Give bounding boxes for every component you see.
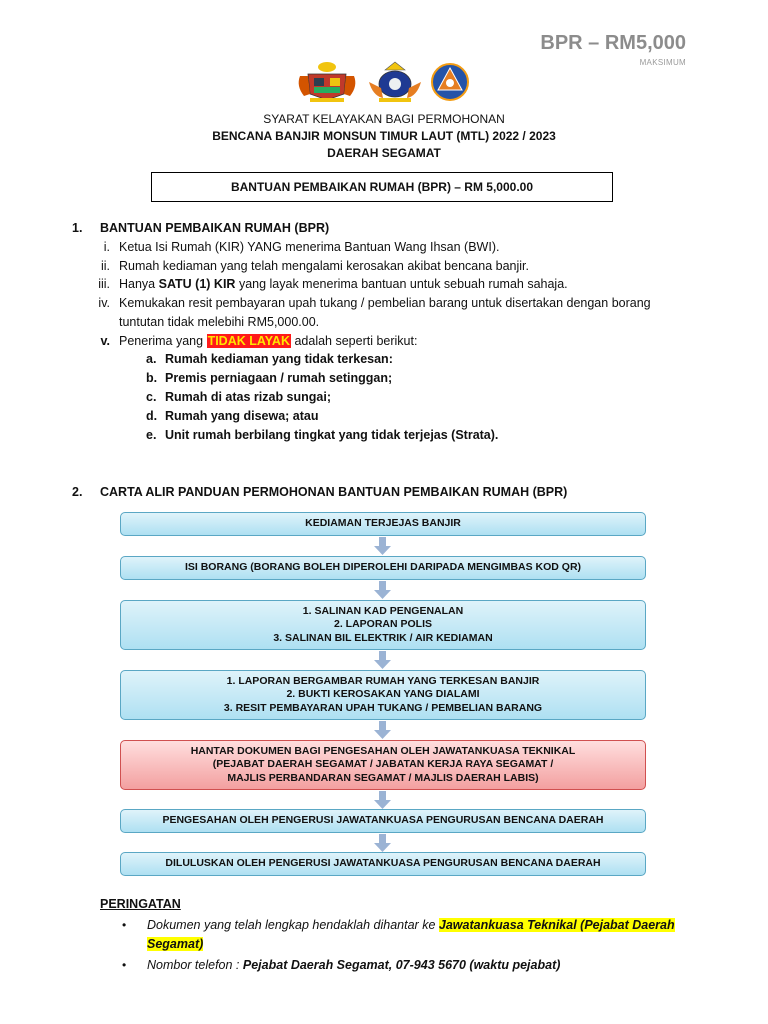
- johor-crest-logo: [367, 60, 423, 109]
- reminder-note-2-contact: Pejabat Daerah Segamat, 07-943 5670 (waktu pejabat): [242, 958, 561, 972]
- section-2-title: CARTA ALIR PANDUAN PERMOHONAN BANTUAN PEMBAIKAN RUMAH (BPR): [100, 485, 568, 499]
- flow-step-line: 2. BUKTI KEROSAKAN YANG DIALAMI: [286, 688, 480, 701]
- item-text-bold: SATU (1) KIR: [158, 277, 236, 291]
- flow-step-3: [120, 600, 646, 650]
- flow-step-line: PENGESAHAN OLEH PENGERUSI JAWATANKUASA PENGURUSAN BENCANA DAERAH: [162, 814, 604, 827]
- malaysia-coat-of-arms-logo: [296, 60, 358, 109]
- flow-step-line: ISI BORANG (BORANG BOLEH DIPEROLEHI DARIPADA MENGIMBAS KOD QR): [184, 561, 582, 574]
- max-amount-badge: BPR – RM5,000: [540, 32, 686, 54]
- item-text: Kemukakan resit pembayaran upah tukang / pembelian barang untuk disertakan dengan borang: [119, 296, 651, 310]
- item-number: iii.: [98, 277, 110, 291]
- subitem-text: Rumah di atas rizab sungai;: [165, 390, 332, 404]
- flow-step-7: [120, 852, 646, 876]
- apm-civil-defence-logo: [430, 60, 470, 109]
- item-number: iv.: [98, 296, 110, 310]
- not-eligible-highlight: TIDAK LAYAK: [207, 334, 290, 348]
- subitem-letter: c.: [146, 390, 157, 404]
- flow-step-line: 1. SALINAN KAD PENGENALAN: [302, 604, 464, 617]
- item-text-pre: Hanya: [119, 277, 159, 291]
- item-text-pre: Penerima yang: [119, 334, 207, 348]
- subitem-text: Rumah kediaman yang tidak terkesan:: [165, 352, 393, 366]
- item-number: i.: [103, 240, 110, 254]
- reminder-note-2: [147, 956, 707, 975]
- down-arrow-icon: [374, 581, 391, 599]
- subitem-text: Unit rumah berbilang tingkat yang tidak terjejas (Strata).: [165, 428, 499, 442]
- bullet: •: [122, 918, 127, 932]
- flow-step-line: DILULUSKAN OLEH PENGERUSI JAWATANKUASA PENGURUSAN BENCANA DAERAH: [165, 857, 601, 870]
- bullet: •: [122, 958, 127, 972]
- down-arrow-icon: [374, 537, 391, 555]
- title-line-2: BENCANA BANJIR MONSUN TIMUR LAUT (MTL) 2022 / 2023: [212, 129, 556, 143]
- item-number: v.: [100, 334, 110, 348]
- item-number: ii.: [100, 259, 110, 273]
- item-text: Rumah kediaman yang telah mengalami kerosakan akibat bencana banjir.: [119, 259, 529, 273]
- section-2-number: 2.: [72, 485, 83, 499]
- boxed-subtitle: [151, 172, 613, 202]
- boxed-subtitle-text: BANTUAN PEMBAIKAN RUMAH (BPR) – RM 5,000.00: [230, 180, 534, 194]
- flow-step-line: HANTAR DOKUMEN BAGI PENGESAHAN OLEH JAWATANKUASA TEKNIKAL: [190, 744, 576, 757]
- max-amount-caption: MAKSIMUM: [639, 58, 686, 67]
- item-text: [119, 334, 417, 348]
- flow-step-4: [120, 670, 646, 720]
- reminder-note-1: [147, 916, 707, 954]
- reminder-note-2-text: Nombor telefon :: [147, 958, 243, 972]
- section-1-number: 1.: [72, 221, 83, 235]
- item-text-post: adalah seperti berikut:: [290, 334, 418, 348]
- reminder-title: PERINGATAN: [100, 897, 181, 911]
- down-arrow-icon: [374, 721, 391, 739]
- item-text: [119, 277, 568, 291]
- subitem-text: Premis perniagaan / rumah setinggan;: [165, 371, 393, 385]
- flow-step-line: 3. RESIT PEMBAYARAN UPAH TUKANG / PEMBELIAN BARANG: [223, 701, 543, 714]
- subitem-letter: e.: [146, 428, 157, 442]
- flow-step-line: 1. LAPORAN BERGAMBAR RUMAH YANG TERKESAN BANJIR: [226, 674, 540, 687]
- item-text-post: yang layak menerima bantuan untuk sebuah rumah sahaja.: [235, 277, 568, 291]
- reminder-note-1-text: Dokumen yang telah lengkap hendaklah dihantar ke: [147, 918, 439, 932]
- flow-step-line: (PEJABAT DAERAH SEGAMAT / JABATAN KERJA RAYA SEGAMAT /: [212, 758, 554, 771]
- flow-step-5: [120, 740, 646, 790]
- subitem-text: Rumah yang disewa; atau: [165, 409, 319, 423]
- title-line-1: SYARAT KELAYAKAN BAGI PERMOHONAN: [263, 112, 505, 126]
- down-arrow-icon: [374, 791, 391, 809]
- flow-step-6: [120, 809, 646, 833]
- flow-step-1: [120, 512, 646, 536]
- item-text: Ketua Isi Rumah (KIR) YANG menerima Bantuan Wang Ihsan (BWI).: [119, 240, 500, 254]
- flow-step-2: [120, 556, 646, 580]
- down-arrow-icon: [374, 651, 391, 669]
- item-text-continued: tuntutan tidak melebihi RM5,000.00.: [119, 315, 320, 329]
- reminder-note-1-highlight: Jawatankuasa Teknikal (Pejabat Daerah Segamat): [147, 918, 675, 951]
- flow-step-line: MAJLIS PERBANDARAN SEGAMAT / MAJLIS DAERAH LABIS): [227, 771, 539, 784]
- flow-step-line: KEDIAMAN TERJEJAS BANJIR: [305, 517, 461, 530]
- subitem-letter: b.: [146, 371, 158, 385]
- flow-step-line: 2. LAPORAN POLIS: [333, 618, 432, 631]
- title-line-3: DAERAH SEGAMAT: [327, 146, 441, 160]
- down-arrow-icon: [374, 834, 391, 852]
- section-1-title: BANTUAN PEMBAIKAN RUMAH (BPR): [100, 221, 330, 235]
- flow-step-line: 3. SALINAN BIL ELEKTRIK / AIR KEDIAMAN: [273, 631, 493, 644]
- subitem-letter: a.: [146, 352, 157, 366]
- subitem-letter: d.: [146, 409, 158, 423]
